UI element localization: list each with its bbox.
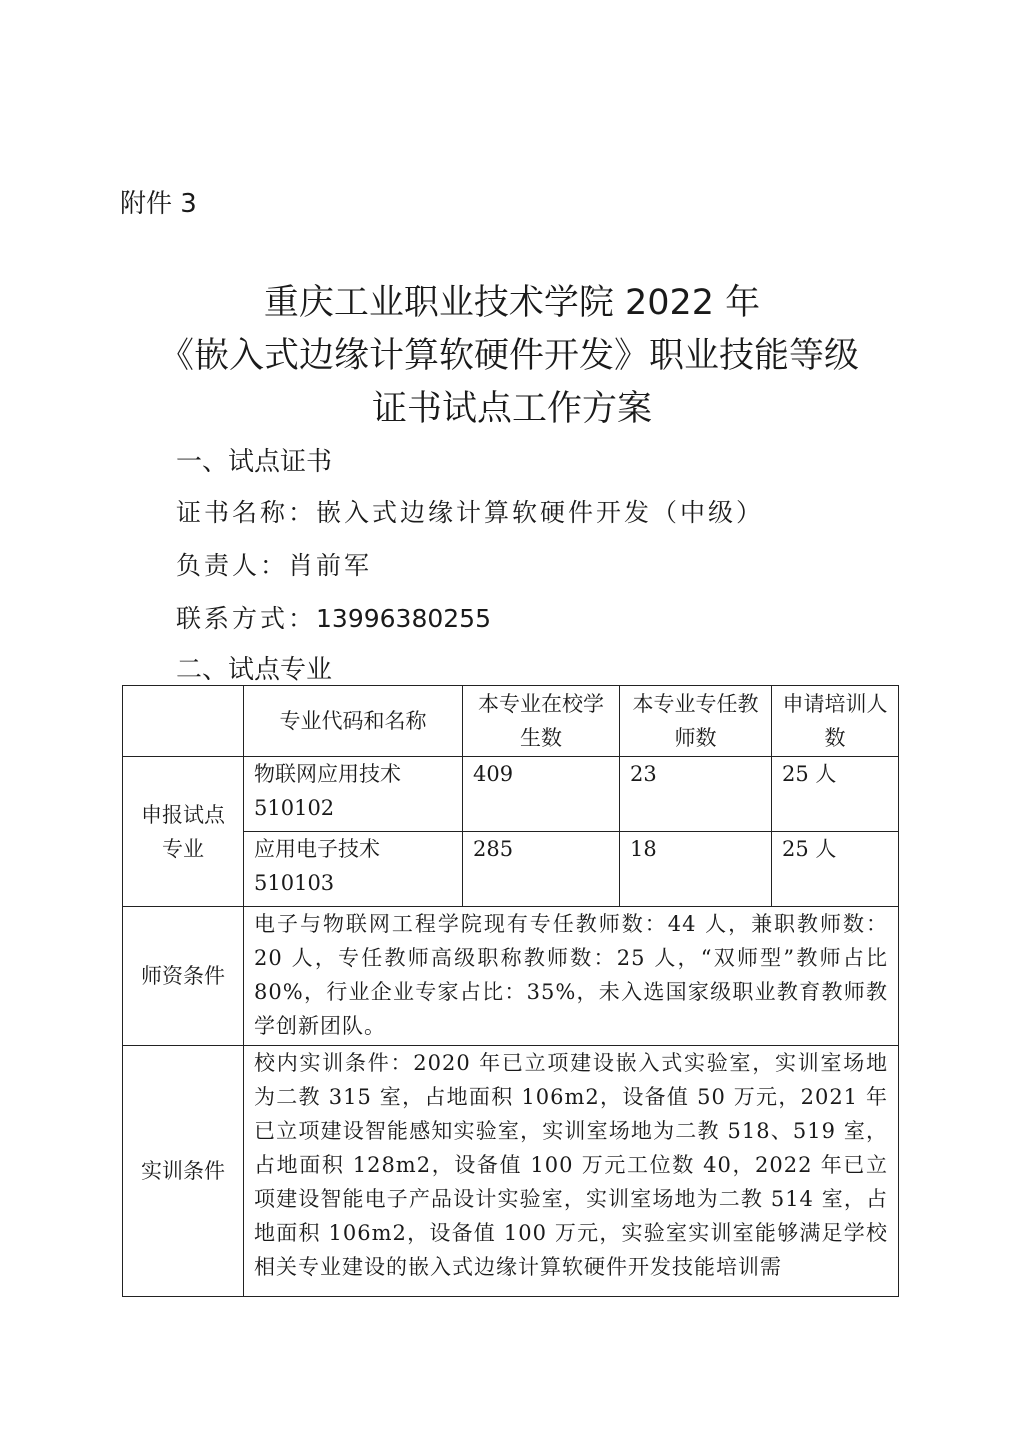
document-title-line-1: 重庆工业职业技术学院 2022 年 [263, 283, 761, 323]
training-conditions-text: 校内实训条件：2020 年已立项建设嵌入式实验室，实训室场地为二教 315 室，占地面积 106m2，设备值 50 万元，2021 年已立项建设智能感知实验室，实训室场地为二教 518、519 室，占地面积 128m2，设备值 100 万元工位数 40，2022 年已立项建设智能电子产品设计实验室，实训室场地为二教 514 室，占地面积 106m2，设备值 100 万元，实验室实训室能够满足学校相关专业建设的嵌入式边缘计算软硬件开发技能培训需 [244, 1046, 899, 1297]
document-title-line-3: 证书试点工作方案 [371, 389, 652, 429]
cell-teachers: 23 [620, 757, 772, 832]
document-title-line-2: 《嵌入式边缘计算软硬件开发》职业技能等级 [158, 336, 859, 376]
certificate-name: 证书名称：嵌入式边缘计算软硬件开发（中级） [176, 498, 765, 527]
pilot-majors-table [122, 685, 899, 1297]
cell-students: 285 [463, 832, 620, 907]
cell-trainees: 25 人 [772, 757, 899, 832]
section-heading-majors: 二、试点专业 [176, 655, 333, 685]
header-students: 本专业在校学生数 [463, 686, 620, 757]
cell-major: 物联网应用技术 510102 [244, 757, 463, 832]
row-label-teachers: 师资条件 [123, 907, 244, 1046]
row-label-apply: 申报试点专业 [123, 757, 244, 907]
table-row [123, 907, 899, 1046]
attachment-label: 附件 3 [120, 189, 197, 219]
section-heading-certificate: 一、试点证书 [176, 447, 333, 477]
cell-teachers: 18 [620, 832, 772, 907]
header-trainees: 申请培训人数 [772, 686, 899, 757]
teacher-conditions-text: 电子与物联网工程学院现有专任教师数：44 人，兼职教师数：20 人，专任教师高级职称教师数：25 人，“双师型”教师占比 80%，行业企业专家占比：35%，未入选国家级职业教育教师教学创新团队。 [244, 907, 899, 1046]
table-row [123, 757, 899, 832]
cell-trainees: 25 人 [772, 832, 899, 907]
table-row [123, 1046, 899, 1297]
cell-major: 应用电子技术 510103 [244, 832, 463, 907]
contact-phone: 13996380255 [316, 604, 491, 633]
owner: 负责人：肖前军 [176, 551, 373, 580]
header-empty [123, 686, 244, 757]
row-label-training: 实训条件 [123, 1046, 244, 1297]
header-major: 专业代码和名称 [244, 686, 463, 757]
cell-students: 409 [463, 757, 620, 832]
header-teachers: 本专业专任教师数 [620, 686, 772, 757]
contact-label: 联系方式： [176, 604, 317, 633]
contact [176, 599, 491, 635]
table-header-row [123, 686, 899, 757]
